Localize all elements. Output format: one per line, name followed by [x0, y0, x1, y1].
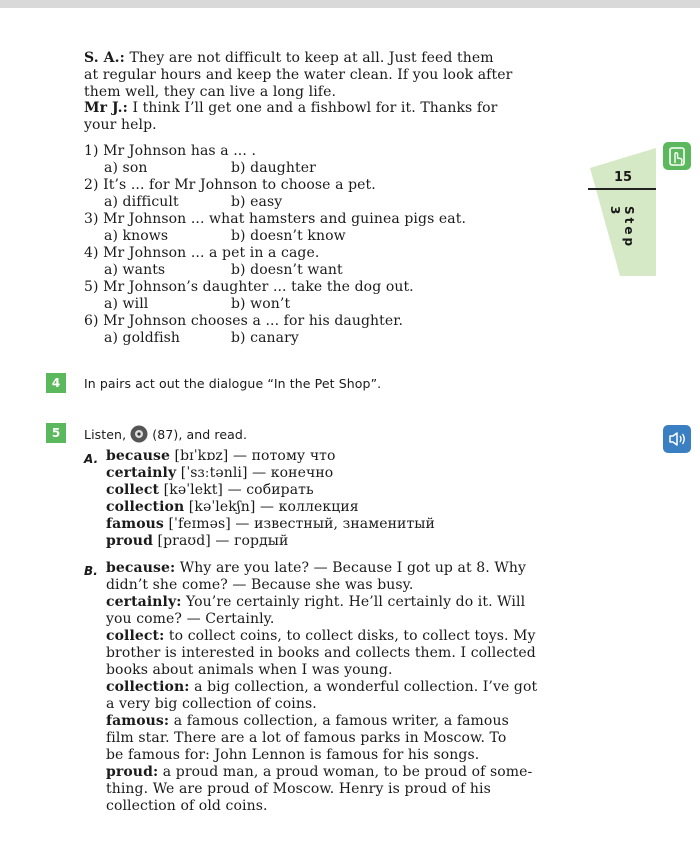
audio-button[interactable]	[663, 425, 691, 453]
track-label: (87), and read.	[152, 427, 248, 442]
vocab-word: collect	[106, 482, 160, 498]
example-line	[106, 611, 274, 628]
example-text: books about animals when I was young.	[106, 662, 393, 678]
listen-label: Listen,	[84, 427, 127, 442]
dialogue-text: They are not difficult to keep at all. Just feed them	[129, 50, 494, 66]
dialogue-line	[84, 50, 494, 67]
vocab-entry	[106, 533, 288, 550]
quiz-option-b: b) canary	[231, 330, 299, 346]
vocab-word: proud	[106, 533, 153, 549]
top-bar	[0, 0, 700, 8]
dash: —	[227, 482, 242, 498]
example-line	[106, 662, 393, 679]
example-text: a big collection, a wonderful collection. I’ve got	[189, 679, 538, 695]
example-text: thing. We are proud of Moscow. Henry is proud of his	[106, 781, 491, 797]
quiz-option-a: a) difficult	[104, 194, 179, 210]
quiz-option-a: a) son	[104, 160, 148, 176]
example-line	[106, 798, 268, 815]
quiz-option-a: a) wants	[104, 262, 166, 278]
dialogue-text: your help.	[84, 117, 157, 133]
vocab-translation: конечно	[270, 465, 334, 481]
dialogue-line	[84, 100, 497, 117]
vocab-pron: [praʊd]	[157, 533, 211, 549]
hand-touch-icon	[663, 142, 691, 170]
vocab-word: famous	[106, 516, 164, 532]
speaker-label: S. A.:	[84, 50, 125, 66]
example-line	[106, 679, 537, 696]
example-text: didn’t she come? — Because she was busy.	[106, 577, 414, 593]
example-text: you come? — Certainly.	[106, 611, 275, 627]
vocab-translation: собирать	[246, 482, 314, 498]
example-keyword: certainly:	[106, 594, 182, 610]
example-line	[106, 781, 491, 798]
quiz-option-b: b) daughter	[231, 160, 316, 176]
vocab-word: because	[106, 448, 170, 464]
example-keyword: because:	[106, 560, 176, 576]
vocab-pron: [ˈsɜːtənli]	[180, 465, 248, 481]
task-instruction	[84, 425, 247, 443]
vocab-entry	[106, 516, 435, 533]
dash: —	[232, 448, 248, 464]
vocab-translation: коллекция	[278, 499, 359, 515]
example-line	[106, 696, 317, 713]
speaker-icon	[663, 425, 691, 453]
example-text: a proud man, a proud woman, to be proud of some-	[158, 764, 533, 780]
example-text: to collect coins, to collect disks, to collect toys. My	[164, 628, 536, 644]
vocab-pron: [ˈfeɪməs]	[168, 516, 231, 532]
example-keyword: famous:	[106, 713, 170, 729]
example-text: Why are you late? — Because I got up at 8. Why	[175, 560, 526, 576]
example-text: You’re certainly right. He’ll certainly do it. Will	[181, 594, 526, 610]
step-label: Step 3	[608, 206, 636, 250]
vocab-entry	[106, 482, 314, 499]
quiz-option-b: b) won’t	[231, 296, 291, 312]
example-line	[106, 645, 536, 662]
vocab-entry	[106, 499, 359, 516]
dash: —	[215, 533, 230, 549]
vocab-translation: гордый	[234, 533, 289, 549]
quiz-question: 5) Mr Johnson’s daughter ... take the dog out.	[84, 279, 414, 295]
cd-disc-icon	[130, 425, 148, 443]
task-number: 5	[46, 423, 66, 443]
example-line	[106, 594, 525, 611]
quiz-question: 6) Mr Johnson chooses a ... for his daughter.	[84, 313, 404, 329]
dialogue-text: I think I’ll get one and a fishbowl for it. Thanks for	[132, 100, 498, 116]
task-instruction: In pairs act out the dialogue “In the Pet Shop”.	[84, 376, 382, 391]
example-text: be famous for: John Lennon is famous for his songs.	[106, 747, 480, 763]
example-line	[106, 730, 506, 747]
quiz-option-a: a) goldfish	[104, 330, 181, 346]
quiz-question: 4) Mr Johnson ... a pet in a cage.	[84, 245, 320, 261]
example-line	[106, 713, 509, 730]
vocab-pron: [kəˈlekt]	[163, 482, 223, 498]
example-line	[106, 560, 526, 577]
vocab-word: collection	[106, 499, 185, 515]
dialogue-text: at regular hours and keep the water clean. If you look after	[84, 67, 513, 83]
dash: —	[259, 499, 275, 515]
quiz-question: 3) Mr Johnson ... what hamsters and guinea pigs eat.	[84, 211, 467, 227]
dash: —	[252, 465, 267, 481]
example-keyword: collect:	[106, 628, 165, 644]
vocab-word: certainly	[106, 465, 177, 481]
task-number: 4	[46, 373, 66, 393]
vocab-pron: [kəˈlekʃn]	[188, 499, 256, 515]
section-letter: A.	[84, 452, 99, 466]
example-line	[106, 764, 532, 781]
example-line	[106, 577, 413, 594]
quiz-question: 2) It’s ... for Mr Johnson to choose a pet.	[84, 177, 376, 193]
quiz-option-b: b) easy	[231, 194, 283, 210]
example-line	[106, 747, 479, 764]
example-text: a famous collection, a famous writer, a famous	[169, 713, 509, 729]
quiz-option-b: b) doesn’t want	[231, 262, 343, 278]
vocab-pron: [bɪˈkɒz]	[174, 448, 229, 464]
vocab-translation: потому что	[251, 448, 336, 464]
quiz-option-a: a) knows	[104, 228, 169, 244]
page-number: 15	[613, 170, 633, 185]
example-text: a very big collection of coins.	[106, 696, 317, 712]
section-letter: B.	[84, 564, 98, 578]
example-text: film star. There are a lot of famous parks in Moscow. To	[106, 730, 507, 746]
speaker-label: Mr J.:	[84, 100, 128, 116]
dialogue-text: them well, they can live a long life.	[84, 84, 337, 100]
example-text: collection of old coins.	[106, 798, 268, 814]
example-line	[106, 628, 536, 645]
dash: —	[235, 516, 250, 532]
quiz-question: 1) Mr Johnson has a ... .	[84, 143, 256, 159]
vocab-entry	[106, 448, 336, 465]
vocab-entry	[106, 465, 333, 482]
quiz-option-b: b) doesn’t know	[231, 228, 346, 244]
touch-button[interactable]	[663, 142, 691, 170]
vocab-translation: известный, знаменитый	[254, 516, 435, 532]
example-keyword: proud:	[106, 764, 159, 780]
quiz-option-a: a) will	[104, 296, 149, 312]
tab-divider	[588, 188, 656, 190]
example-text: brother is interested in books and collects them. I collected	[106, 645, 536, 661]
example-keyword: collection:	[106, 679, 190, 695]
